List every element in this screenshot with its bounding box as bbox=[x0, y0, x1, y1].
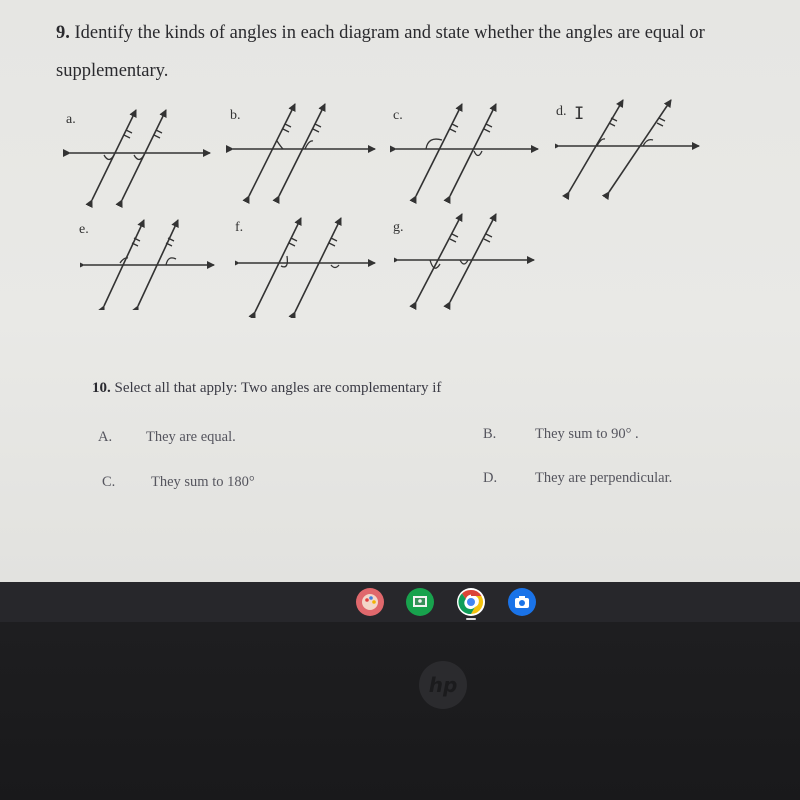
option-d-letter: D. bbox=[483, 470, 498, 486]
diagram-f bbox=[235, 208, 385, 318]
active-app-indicator bbox=[466, 618, 476, 620]
diagram-a bbox=[60, 100, 220, 210]
option-b-text[interactable]: They sum to 90° . bbox=[535, 426, 639, 442]
diagram-label-c: c. bbox=[393, 108, 403, 123]
question-9-text: Identify the kinds of angles in each diagram and state whether the angles are equal or supplementary. bbox=[56, 23, 705, 81]
option-a-letter: A. bbox=[98, 429, 113, 445]
question-9 bbox=[56, 14, 776, 90]
question-9-number: 9. bbox=[56, 23, 70, 43]
camera-icon[interactable] bbox=[508, 588, 536, 616]
diagram-label-a: a. bbox=[66, 112, 76, 127]
diagram-label-d: d. bbox=[556, 104, 567, 119]
diagram-label-f: f. bbox=[235, 220, 244, 235]
diagram-b bbox=[225, 96, 385, 206]
laptop-bezel bbox=[0, 622, 800, 800]
diagram-e bbox=[80, 210, 230, 310]
option-c-letter: C. bbox=[102, 474, 116, 490]
diagram-g bbox=[394, 206, 544, 316]
option-a-text[interactable]: They are equal. bbox=[146, 429, 236, 445]
hp-logo-text: hp bbox=[428, 673, 458, 697]
option-d-text[interactable]: They are perpendicular. bbox=[535, 470, 673, 486]
diagram-label-b: b. bbox=[230, 108, 241, 123]
diagram-label-e: e. bbox=[79, 222, 89, 237]
taskbar-shelf bbox=[0, 582, 800, 622]
text-cursor-icon: I bbox=[574, 104, 585, 124]
hp-logo bbox=[419, 661, 467, 709]
option-b-letter: B. bbox=[483, 426, 497, 442]
chrome-icon[interactable] bbox=[457, 588, 485, 616]
diagram-d bbox=[555, 94, 715, 204]
diagram-c bbox=[390, 96, 550, 206]
question-10 bbox=[92, 380, 441, 397]
option-c-text[interactable]: They sum to 180° bbox=[151, 474, 255, 490]
question-10-text: Select all that apply: Two angles are complementary if bbox=[114, 380, 442, 396]
question-10-number: 10. bbox=[92, 380, 111, 396]
diagram-label-g: g. bbox=[393, 220, 404, 235]
paint-icon[interactable] bbox=[356, 588, 384, 616]
classroom-icon[interactable] bbox=[406, 588, 434, 616]
